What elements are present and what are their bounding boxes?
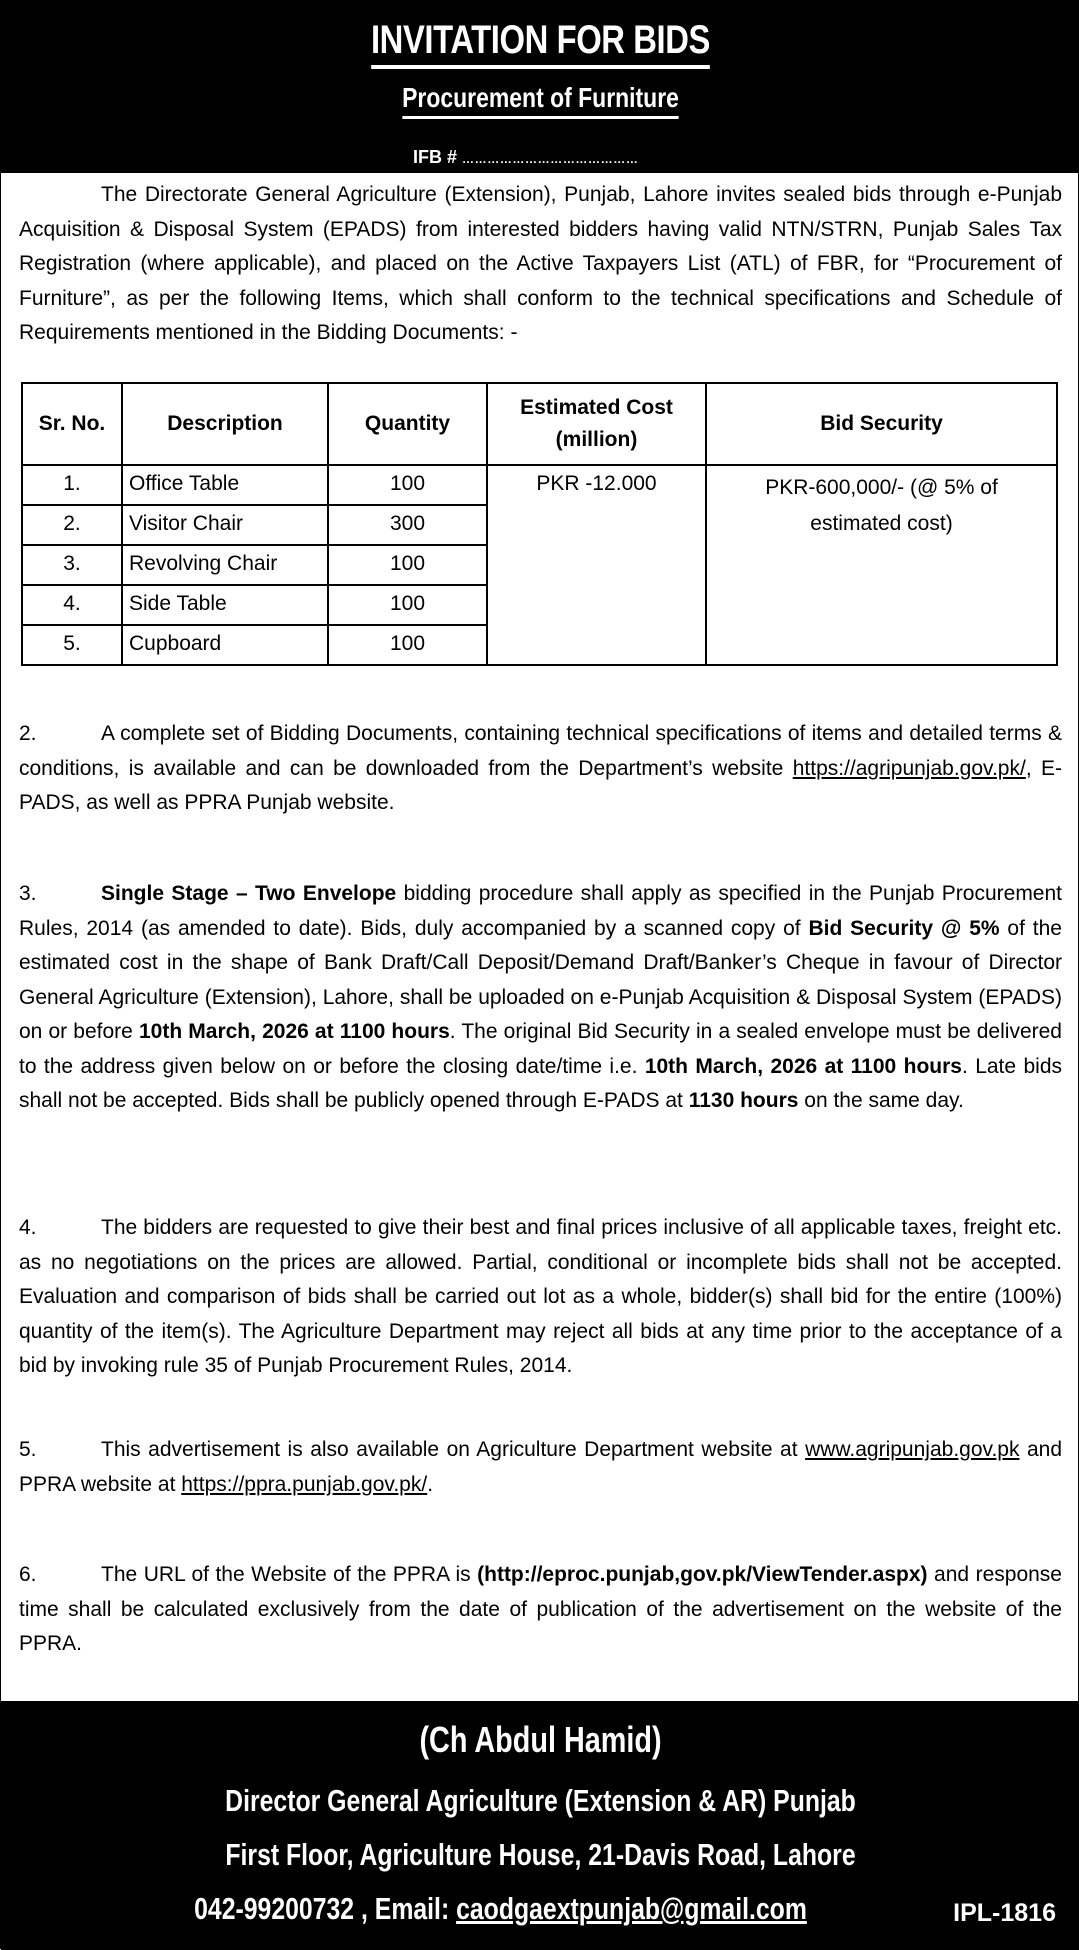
page-subtitle: Procurement of Furniture	[98, 81, 983, 119]
cell-sr: 1.	[22, 465, 122, 505]
intro-paragraph: The Directorate General Agriculture (Extension), Punjab, Lahore invites sealed bids through e-Punjab Acquisition & Disposal System (EPADS) from interested bidders having valid NTN/STRN, Punjab Sales Tax Registration (where applicable), and placed on the Active Taxpayers List (ATL) of FBR, for “Procurement of Furniture”, as per the following Items, which shall conform to the technical specifications and Schedule of Requirements mentioned in the Bidding Documents: -	[19, 183, 1062, 344]
clause-number: 3.	[19, 882, 37, 905]
cell-quantity: 100	[328, 545, 487, 585]
agripunjab-website-link[interactable]: www.agripunjab.gov.pk	[805, 1438, 1020, 1461]
cell-bid-security: PKR-600,000/- (@ 5% of estimated cost)	[706, 465, 1057, 665]
contact-line	[37, 1891, 964, 1927]
clause-number: 6.	[19, 1563, 37, 1586]
cell-estimated-cost: PKR -12.000	[487, 465, 706, 665]
header-band	[1, 1, 1079, 173]
office-address: First Floor, Agriculture House, 21-Davis Road, Lahore	[225, 1837, 856, 1872]
col-header-estimated-cost: Estimated Cost (million)	[487, 383, 706, 465]
cell-quantity: 100	[328, 625, 487, 665]
phone-number: 042-99200732 , Email:	[194, 1891, 457, 1926]
cell-description: Cupboard	[122, 625, 328, 665]
clause-5: 5. This advertisement is also available on Agriculture Department website at www.agripunjab.gov.pk and PPRA website at https://ppra.punjab.gov.pk/.	[19, 1433, 1062, 1502]
cell-sr: 3.	[22, 545, 122, 585]
clause-number: 5.	[19, 1438, 37, 1461]
clause-3: 3. Single Stage – Two Envelope bidding procedure shall apply as specified in the Punjab Procurement Rules, 2014 (as amended to date). Bids, duly accompanied by a scanned copy of Bid Security @ 5% of the estimated cost in the shape of Bank Draft/Call Deposit/Demand Draft/Banker’s Cheque in favour of Director General Agriculture (Extension), Lahore, shall be uploaded on e-Punjab Acquisition & Disposal System (EPADS) on or before 10th March, 2026 at 1100 hours. The original Bid Security in a sealed envelope must be delivered to the address given below on or before the closing date/time i.e. 10th March, 2026 at 1100 hours. Late bids shall not be accepted. Bids shall be publicly opened through E-PADS at 1130 hours on the same day.	[19, 877, 1062, 1119]
agripunjab-link[interactable]: https://agripunjab.gov.pk/	[792, 756, 1026, 780]
cell-sr: 4.	[22, 585, 122, 625]
cell-description: Revolving Chair	[122, 545, 328, 585]
clause-6: 6. The URL of the Website of the PPRA is (http://eproc.punjab,gov.pk/ViewTender.aspx) and response time shall be calculated exclusively from the date of publication of the advertisement on the website of the PPRA.	[19, 1558, 1062, 1662]
cell-description: Visitor Chair	[122, 505, 328, 545]
cell-quantity: 100	[328, 465, 487, 505]
cell-quantity: 100	[328, 585, 487, 625]
col-header-quantity: Quantity	[328, 383, 487, 465]
clause-4: 4. The bidders are requested to give their best and final prices inclusive of all applicable taxes, freight etc. as no negotiations on the prices are allowed. Partial, conditional or incomplete bids shall not be accepted. Evaluation and comparison of bids shall be carried out lot as a whole, bidder(s) shall bid for the entire (100%) quantity of the item(s). The Agriculture Department may reject all bids at any time prior to the acceptance of a bid by invoking rule 35 of Punjab Procurement Rules, 2014.	[19, 1211, 1062, 1384]
ifb-label: IFB #	[413, 147, 458, 167]
col-header-bid-security: Bid Security	[706, 383, 1057, 465]
col-header-sr: Sr. No.	[22, 383, 122, 465]
signatory-designation: Director General Agriculture (Extension & AR) Punjab	[225, 1783, 856, 1818]
ppra-tender-url: (http://eproc.punjab,gov.pk/ViewTender.aspx)	[477, 1563, 928, 1586]
clause-number: 4.	[19, 1216, 37, 1239]
ifb-number	[413, 147, 638, 168]
ifb-blank: ……………………………………	[462, 152, 639, 166]
cell-description: Side Table	[122, 585, 328, 625]
signatory-name: (Ch Abdul Hamid)	[419, 1719, 662, 1760]
ppra-website-link[interactable]: https://ppra.punjab.gov.pk/	[181, 1472, 428, 1496]
items-table	[21, 382, 1058, 666]
table-row	[22, 465, 1057, 505]
email-link[interactable]: caodgaextpunjab@gmail.com	[456, 1891, 807, 1926]
page-title: INVITATION FOR BIDS	[98, 17, 983, 69]
footer-band	[1, 1701, 1079, 1950]
cell-quantity: 300	[328, 505, 487, 545]
cell-sr: 2.	[22, 505, 122, 545]
ipl-code: IPL-1816	[953, 1899, 1056, 1927]
col-header-description: Description	[122, 383, 328, 465]
clause-number: 2.	[19, 722, 37, 745]
clause-2: 2. A complete set of Bidding Documents, containing technical specifications of items and detailed terms & conditions, is available and can be downloaded from the Department’s website https://agripunjab.gov.pk/, E-PADS, as well as PPRA Punjab website.	[19, 717, 1062, 821]
table-header-row	[22, 383, 1057, 465]
cell-description: Office Table	[122, 465, 328, 505]
cell-sr: 5.	[22, 625, 122, 665]
